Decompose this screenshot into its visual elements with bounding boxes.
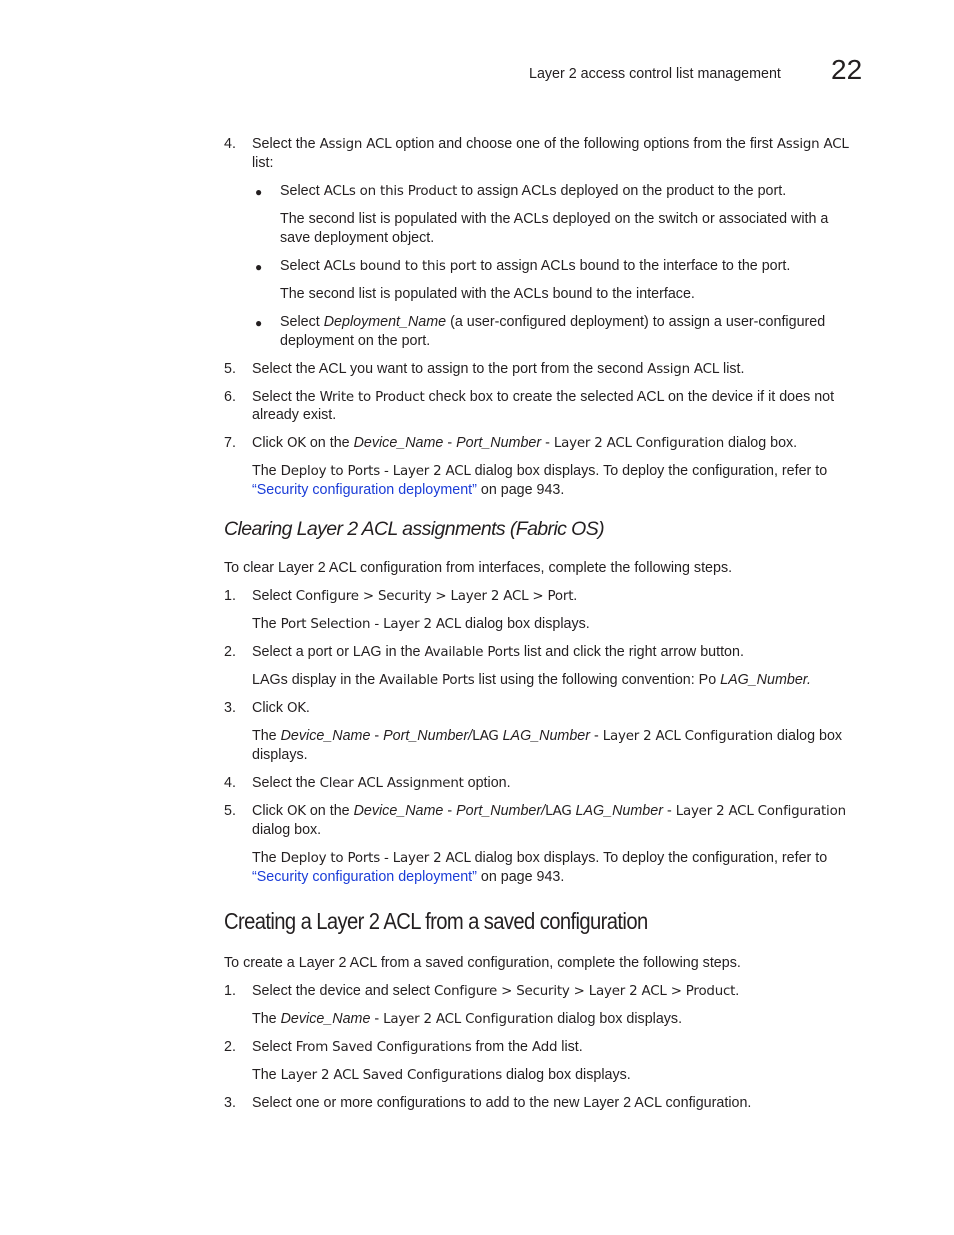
bullet-note: The second list is populated with the ACLs deployed on the switch or associated with a	[280, 211, 829, 227]
step-number: 7.	[224, 435, 236, 451]
step-note-cont: “Security configuration deployment” on page 943.	[252, 869, 565, 885]
step-number: 1.	[224, 588, 236, 604]
cross-reference-link[interactable]: “Security configuration deployment”	[252, 869, 477, 885]
step-number: 3.	[224, 700, 236, 716]
bullet-icon: ●	[255, 260, 263, 274]
step-number: 4.	[224, 775, 236, 791]
bullet-note: The second list is populated with the ACLs bound to the interface.	[280, 286, 695, 302]
cross-reference-link[interactable]: “Security configuration deployment”	[252, 482, 477, 498]
ui-term: Assign ACL	[776, 137, 849, 152]
step-text: Select Configure > Security > Layer 2 ACL > Port.	[252, 588, 578, 604]
step-number: 5.	[224, 803, 236, 819]
section-intro: To clear Layer 2 ACL configuration from interfaces, complete the following steps.	[224, 560, 733, 576]
bullet-item: Select ACLs on this Product to assign ACLs deployed on the product to the port.	[280, 183, 787, 199]
bullet-icon: ●	[255, 316, 263, 330]
bullet-item: Select Deployment_Name (a user-configured deployment) to assign a user-configured	[280, 314, 826, 330]
step-text-cont: list:	[252, 155, 274, 171]
step-text: Select the device and select Configure > Security > Layer 2 ACL > Product.	[252, 983, 740, 999]
step-number: 6.	[224, 389, 236, 405]
ui-term: ACLs on this Product	[323, 184, 458, 199]
step-text: Click OK.	[252, 700, 310, 716]
chapter-number: 22	[831, 54, 863, 85]
bullet-note: save deployment object.	[280, 230, 435, 246]
section-heading: Clearing Layer 2 ACL assignments (Fabric OS)	[224, 518, 605, 540]
step-text: Select one or more configurations to add to the new Layer 2 ACL configuration.	[252, 1095, 752, 1111]
section-heading: Creating a Layer 2 ACL from a saved configuration	[224, 908, 648, 934]
step-note: The Device_Name - Port_Number/LAG LAG_Number - Layer 2 ACL Configuration dialog box	[252, 728, 843, 744]
step-number: 3.	[224, 1095, 236, 1111]
running-header-title: Layer 2 access control list management	[529, 66, 781, 82]
step-text-cont: already exist.	[252, 407, 337, 423]
step-number: 2.	[224, 644, 236, 660]
ui-term: Assign ACL	[647, 362, 720, 377]
step-note: The Layer 2 ACL Saved Configurations dialog box displays.	[252, 1067, 631, 1083]
step-note-cont: displays.	[252, 747, 308, 763]
bullet-item: Select ACLs bound to this port to assign ACLs bound to the interface to the port.	[280, 258, 791, 274]
step-number: 5.	[224, 361, 236, 377]
step-text: Select the Write to Product check box to create the selected ACL on the device if it does not	[252, 389, 835, 405]
bullet-item-cont: deployment on the port.	[280, 333, 431, 349]
step-number: 2.	[224, 1039, 236, 1055]
step-note: The Port Selection - Layer 2 ACL dialog box displays.	[252, 616, 590, 632]
step-note: The Deploy to Ports - Layer 2 ACL dialog box displays. To deploy the configuration, refer to	[252, 463, 828, 479]
step-number: 1.	[224, 983, 236, 999]
ui-term: Write to Product	[319, 390, 425, 405]
bullet-icon: ●	[255, 185, 263, 199]
step-number: 4.	[224, 136, 236, 152]
step-text: Click OK on the Device_Name - Port_Number/LAG LAG_Number - Layer 2 ACL Configuration	[252, 803, 846, 819]
ui-term: ACLs bound to this port	[323, 259, 477, 274]
step-text: Select From Saved Configurations from the Add list.	[252, 1039, 583, 1055]
step-text: Select the Assign ACL option and choose one of the following options from the first Assign ACL	[252, 136, 849, 152]
step-note: The Deploy to Ports - Layer 2 ACL dialog box displays. To deploy the configuration, refer to	[252, 850, 828, 866]
step-text: Select the ACL you want to assign to the port from the second Assign ACL list.	[252, 361, 745, 377]
step-note: The Device_Name - Layer 2 ACL Configuration dialog box displays.	[252, 1011, 683, 1027]
section-intro: To create a Layer 2 ACL from a saved configuration, complete the following steps.	[224, 955, 741, 971]
step-text-cont: dialog box.	[252, 822, 322, 838]
step-text: Click OK on the Device_Name - Port_Number - Layer 2 ACL Configuration dialog box.	[252, 435, 798, 451]
ui-term: Assign ACL	[319, 137, 392, 152]
step-note: LAGs display in the Available Ports list using the following convention: Po LAG_Number.	[252, 672, 811, 688]
step-text: Select a port or LAG in the Available Ports list and click the right arrow button.	[252, 644, 744, 660]
step-text: Select the Clear ACL Assignment option.	[252, 775, 511, 791]
step-note-cont: “Security configuration deployment” on page 943.	[252, 482, 565, 498]
